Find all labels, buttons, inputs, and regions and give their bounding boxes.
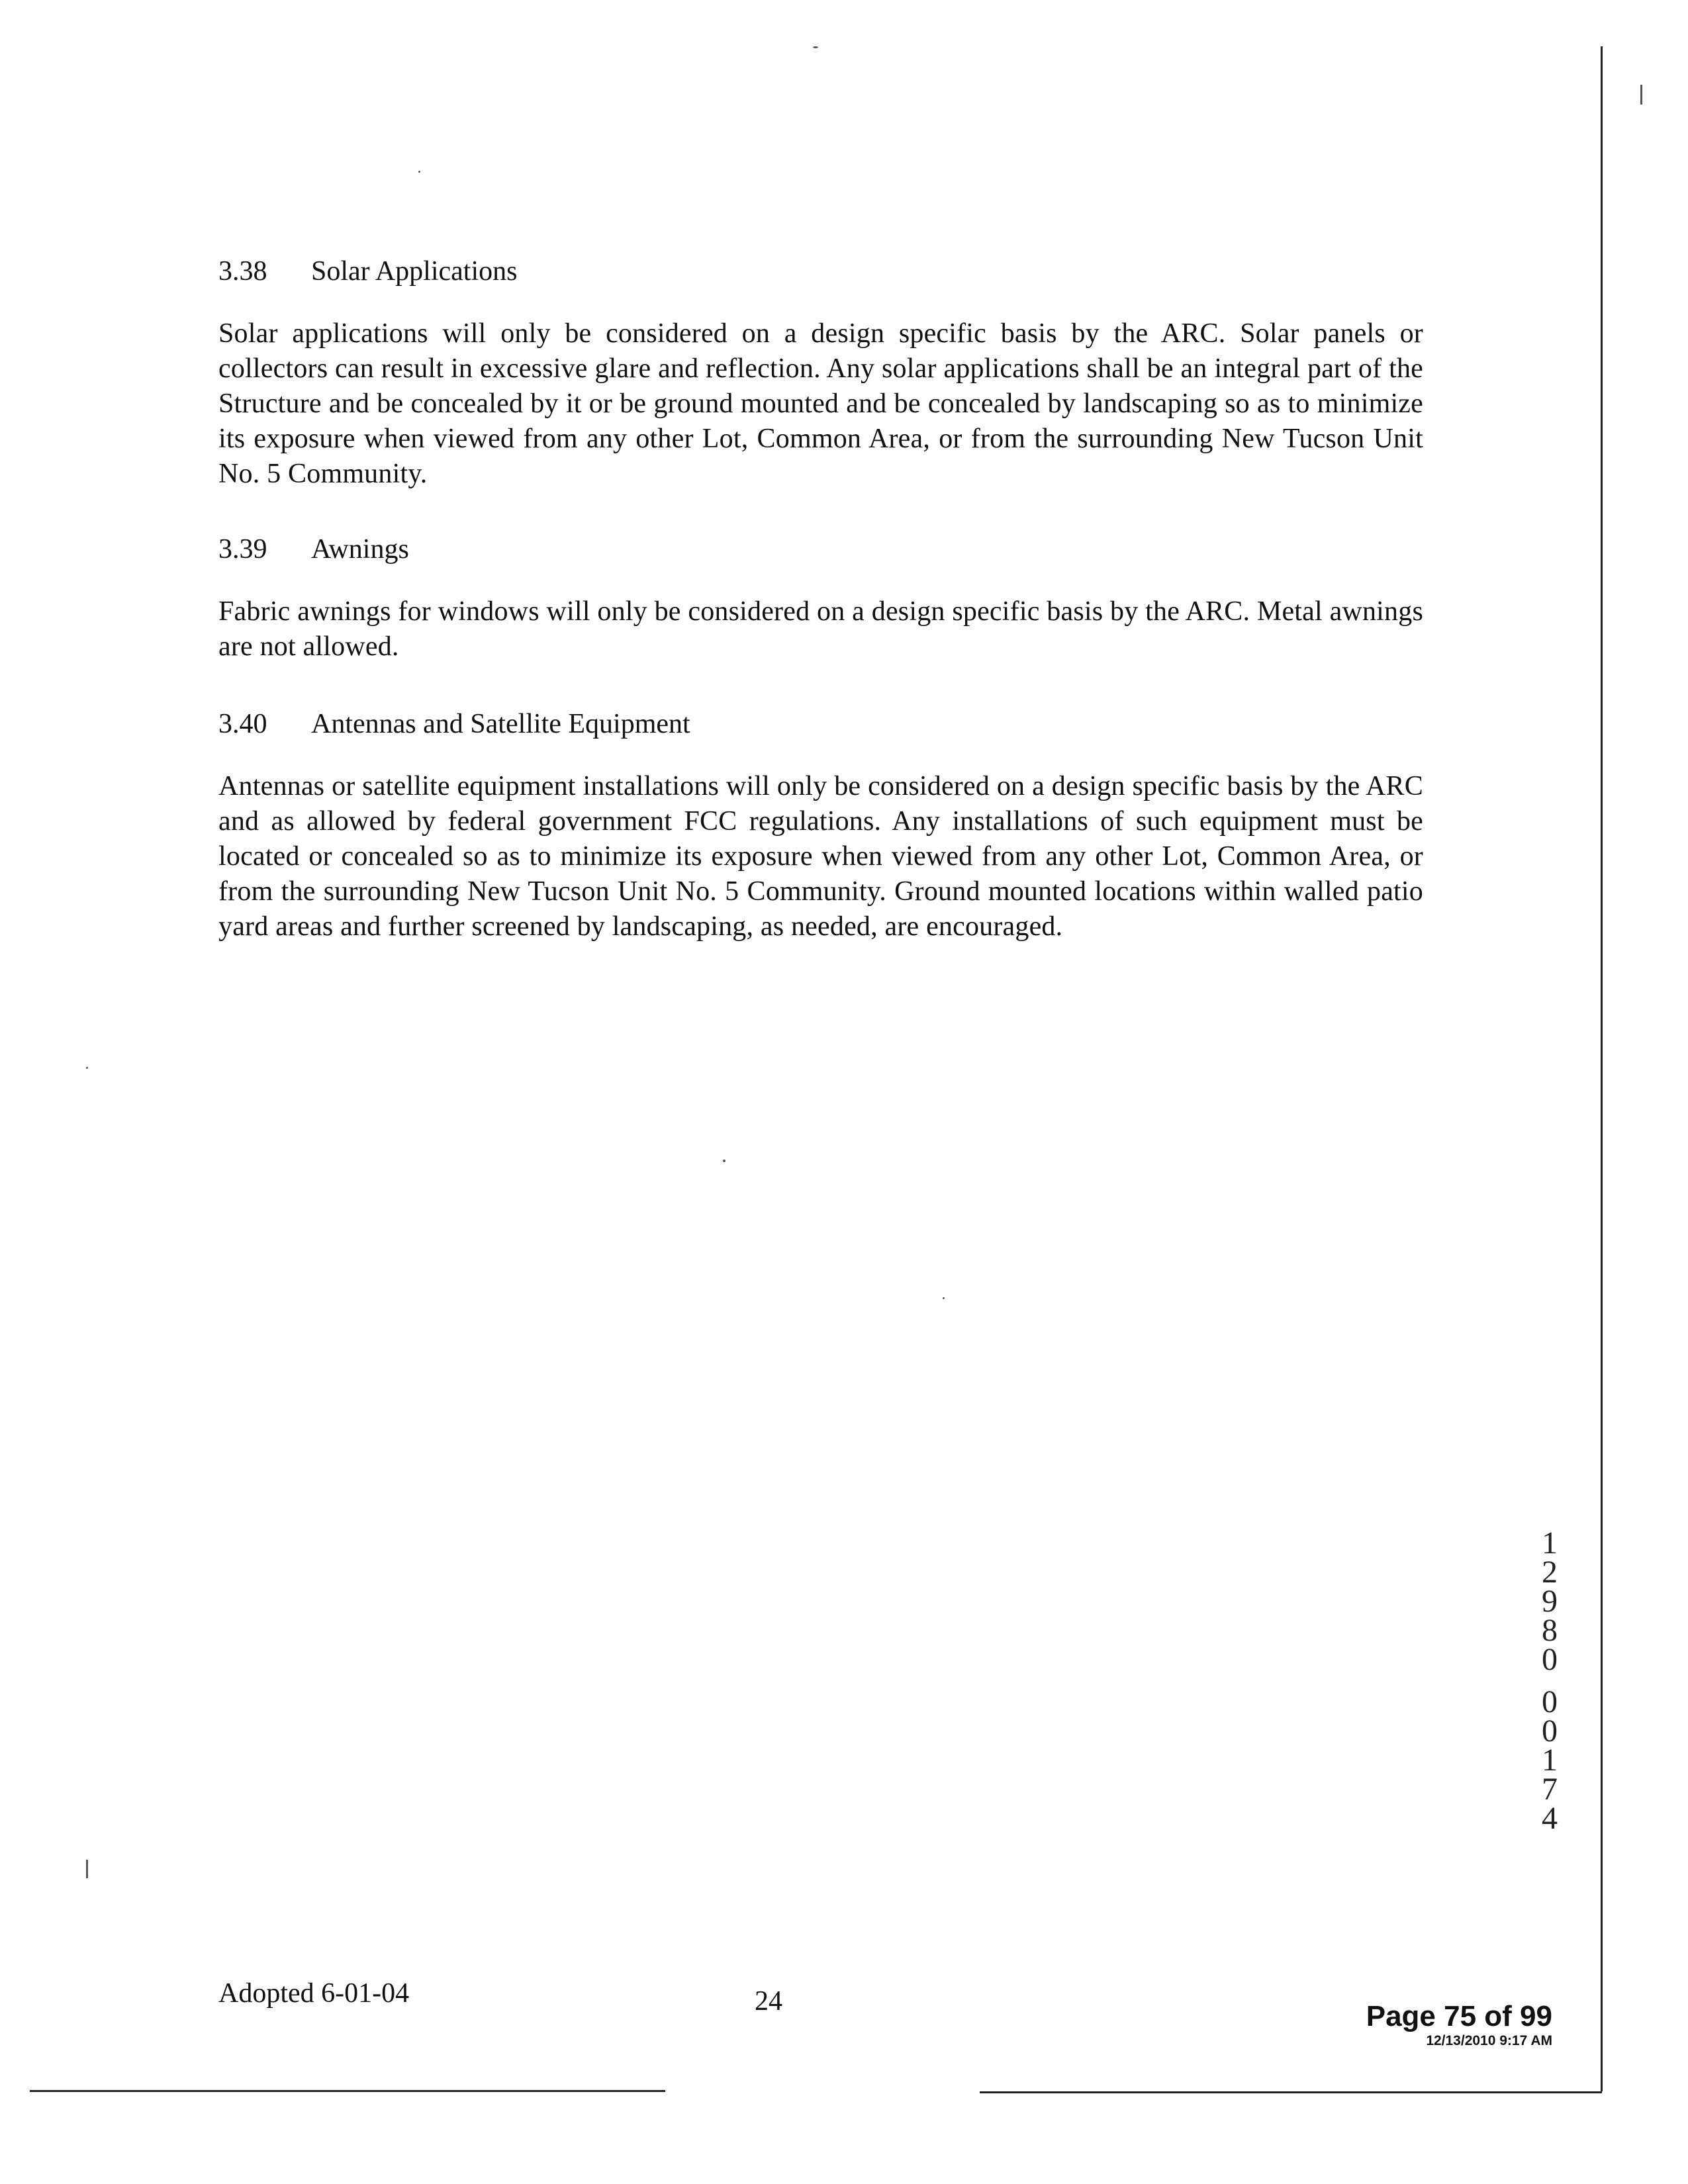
section-title: Antennas and Satellite Equipment (311, 709, 690, 739)
docket-digit: 1 (1542, 1743, 1558, 1778)
stamp-page-label: Page 75 of 99 (1366, 2000, 1552, 2032)
docket-digit: 7 (1542, 1772, 1558, 1807)
recording-stamp (1366, 2000, 1552, 2049)
docket-digit: 0 (1542, 1642, 1558, 1677)
docket-digit: 0 (1542, 1684, 1558, 1719)
section-body: Antennas or satellite equipment installations will only be considered on a design specific basis by the ARC and as allowed by federal government FCC regulations. Any installations of such equipment must be located or concealed so as to minimize its exposure when viewed from any other Lot, Common Area, or from the surrounding New Tucson Unit No. 5 Community. Ground mounted locations within walled patio yard areas and further screened by landscaping, as needed, are encouraged. (218, 771, 1423, 942)
docket-digit: 1 (1542, 1525, 1558, 1561)
section-3-39 (218, 532, 1423, 664)
scan-speck (86, 1067, 88, 1069)
scan-speck (723, 1160, 726, 1162)
section-number: 3.39 (218, 534, 267, 565)
scan-speck (1640, 85, 1642, 105)
section-title: Awnings (311, 534, 409, 565)
section-body: Solar applications will only be considered on a design specific basis by the ARC. Solar panels or collectors can result in excessive glare and reflection. Any solar applications shall be an integral part of the Structure and be concealed by it or be ground mounted and be concealed by landscaping so as to minimize its exposure when viewed from any other Lot, Common Area, or from the surrounding New Tucson Unit No. 5 Community. (218, 318, 1423, 489)
footer-adopted-date: Adopted 6-01-04 (218, 1978, 410, 2009)
scan-speck (813, 46, 818, 48)
section-heading (218, 532, 1423, 567)
scan-speck (418, 171, 420, 173)
section-3-38 (218, 254, 1423, 492)
docket-digit: 9 (1542, 1584, 1558, 1619)
scan-speck (943, 1297, 945, 1299)
section-body: Fabric awnings for windows will only be considered on a design specific basis by the ARC. Metal awnings are not allowed. (218, 596, 1423, 662)
section-3-40 (218, 707, 1423, 944)
docket-digit: 2 (1542, 1555, 1558, 1590)
docket-digit: 0 (1542, 1713, 1558, 1749)
docket-number (1534, 1525, 1565, 1836)
bottom-rule-right (980, 2091, 1602, 2093)
section-number: 3.40 (218, 709, 267, 739)
stamp-timestamp: 12/13/2010 9:17 AM (1426, 2033, 1552, 2048)
section-title: Solar Applications (311, 256, 518, 287)
right-margin-rule (1601, 46, 1603, 2091)
docket-digit: 4 (1542, 1801, 1558, 1836)
scan-speck (86, 1860, 88, 1878)
bottom-rule-left (30, 2090, 665, 2092)
section-number: 3.38 (218, 256, 267, 287)
footer-page-number: 24 (755, 1986, 782, 2017)
section-heading (218, 707, 1423, 741)
docket-digit: 8 (1542, 1613, 1558, 1648)
section-heading (218, 254, 1423, 289)
